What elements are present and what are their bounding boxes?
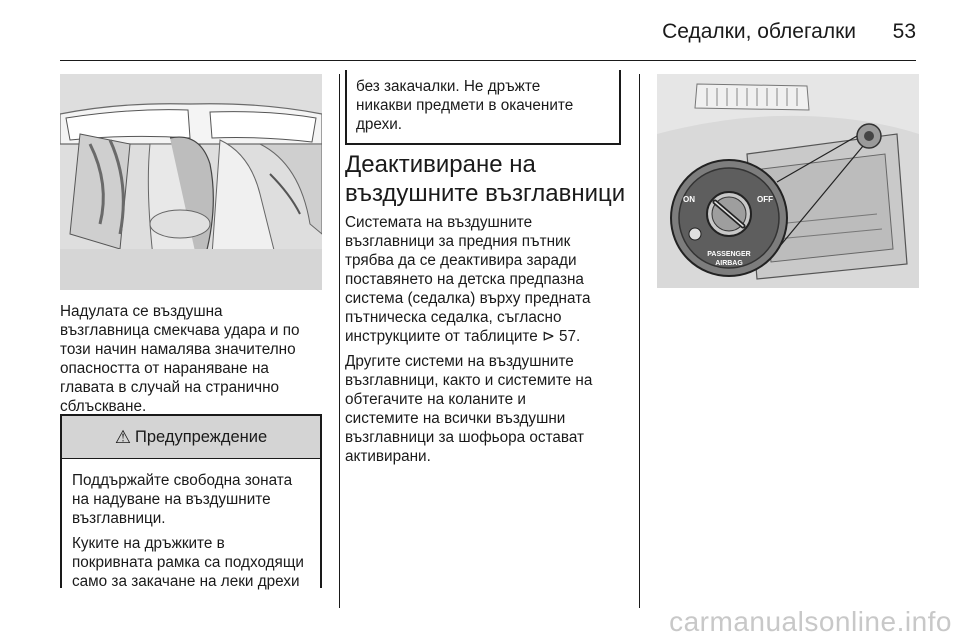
switch-off-label: OFF — [757, 195, 773, 204]
warning-body: Поддържайте свободна зоната на надуване на въздушните възглавници. Куките на дръжките в покривната рамка са подходящи само за закачане на леки дрехи — [72, 472, 304, 590]
switch-brand-label: PASSENGER — [707, 251, 751, 258]
warning-title: Предупреждение — [134, 427, 268, 446]
curtain-airbag-illustration — [60, 74, 322, 290]
page-number: 53 — [892, 20, 916, 43]
warning-continued-box: без закачалки. Не дръжте никакви предмети в окачените дрехи. — [345, 70, 621, 145]
deactivation-text: Системата на въздушните възглавници за предния пътник трябва да се деактивира заради поставянето на детска предпазна система (седалка) върху предната пътническа седалка, съгласно инструкциите от таблиците ⊳ 57. Другите системи на въздушните възглавници, както и системите на обтегачите на коланите и системите на всички въздушни възглавници за шофьора остават активирани. — [345, 214, 593, 465]
page-title: Седалки, облегалки — [662, 20, 856, 43]
column-divider-1 — [339, 74, 340, 608]
warning-triangle-icon: ⚠ — [114, 426, 131, 447]
column-divider-2 — [639, 74, 640, 608]
switch-on-label: ON — [683, 195, 695, 204]
footer-watermark: carmanualsonline.info — [669, 606, 952, 637]
warning-header — [62, 416, 320, 459]
header-rule — [60, 60, 916, 61]
switch-brand-label-2: AIRBAG — [715, 260, 743, 267]
section-heading: Деактивиране на въздушните възглавници — [345, 151, 626, 207]
warning-box — [60, 414, 322, 588]
airbag-switch-illustration — [657, 74, 919, 288]
intro-paragraph: Надулата се въздушна възглавница смекчава удара и по този начин намалява значително опасността от нараняване на главата в случай на странично сблъскване. — [60, 303, 300, 415]
